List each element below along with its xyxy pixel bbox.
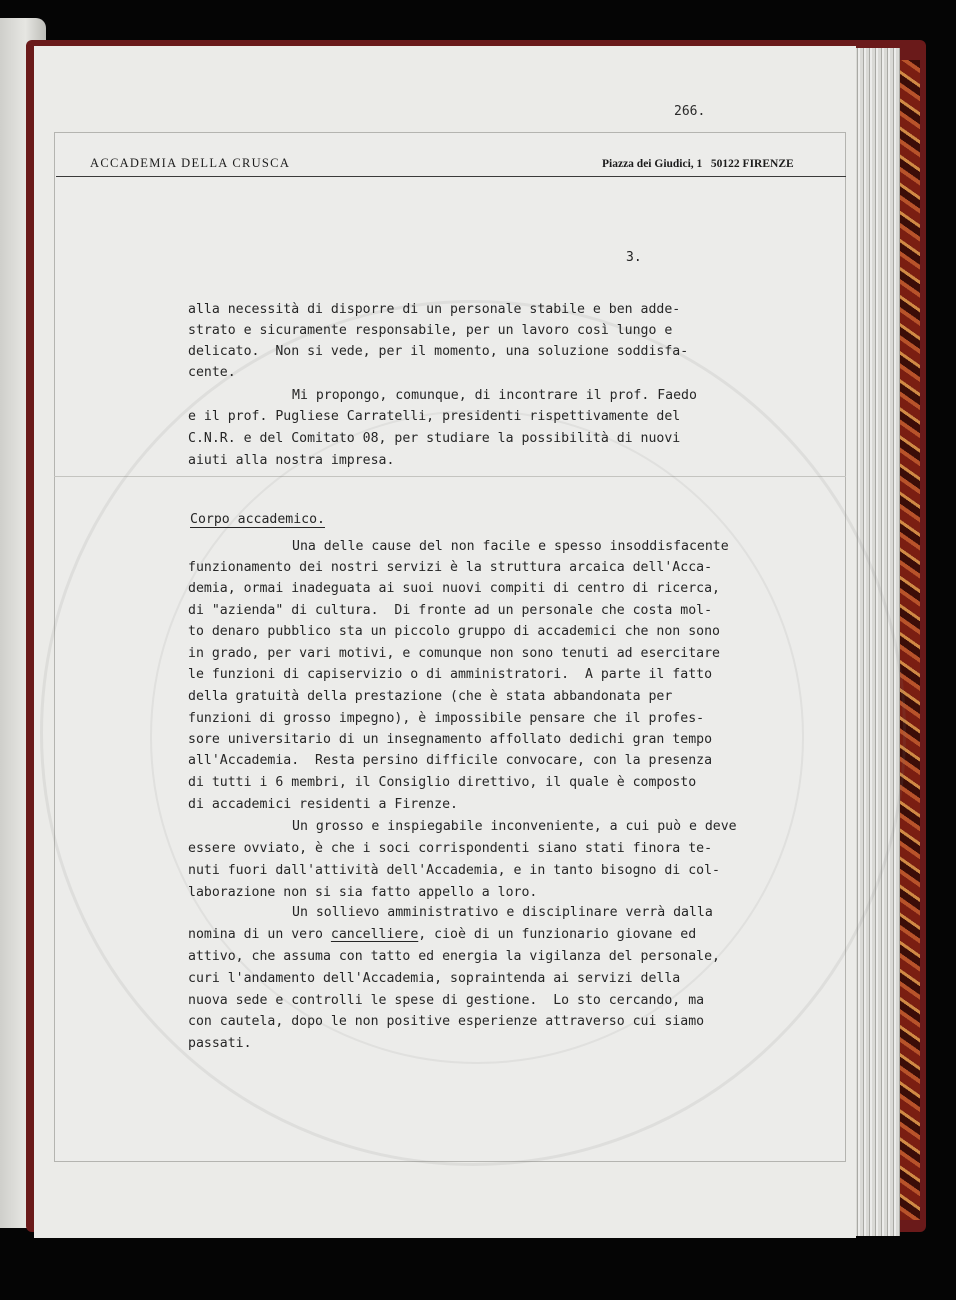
book-page-number: 266. xyxy=(674,104,706,119)
underlined-word: cancelliere xyxy=(330,927,419,942)
letterhead-rule xyxy=(56,176,846,177)
text-line xyxy=(188,926,696,944)
text-line: funzionamento dei nostri servizi è la struttura arcaica dell'Acca- xyxy=(188,560,713,575)
text-line: le funzioni di capiservizio o di amministratori. A parte il fatto xyxy=(188,667,713,682)
text-line: laborazione non si sia fatto appello a loro. xyxy=(188,885,538,900)
text-line: Un sollievo amministrativo e disciplinare verrà dalla xyxy=(292,905,713,920)
text-line: delicato. Non si vede, per il momento, una soluzione soddisfa- xyxy=(188,344,689,359)
text-fragment: , cioè di un funzionario giovane ed xyxy=(418,927,697,942)
text-line: all'Accademia. Resta persino difficile convocare, con la presenza xyxy=(188,753,713,768)
text-line: demia, ormai inadeguata ai suoi nuovi compiti di centro di ricerca, xyxy=(188,581,720,596)
text-line: sore universitario di un insegnamento affollato dedichi gran tempo xyxy=(188,732,713,747)
text-line: essere ovviato, è che i soci corrispondenti siano stati finora te- xyxy=(188,841,713,856)
text-line: di accademici residenti a Firenze. xyxy=(188,797,458,812)
text-fragment: nomina di un vero xyxy=(188,927,331,942)
text-line: Mi propongo, comunque, di incontrare il prof. Faedo xyxy=(292,388,697,403)
text-line: Un grosso e inspiegabile inconveniente, a cui può e deve xyxy=(292,819,737,834)
text-line: e il prof. Pugliese Carratelli, presidenti rispettivamente del xyxy=(188,409,681,424)
text-line: Una delle cause del non facile e spesso insoddisfacente xyxy=(292,539,729,554)
letterhead-institution: ACCADEMIA DELLA CRUSCA xyxy=(90,156,291,170)
text-line: cente. xyxy=(188,365,236,380)
text-line: nuti fuori dall'attività dell'Accademia, e in tanto bisogno di col- xyxy=(188,863,720,878)
text-line: alla necessità di disporre di un personale stabile e ben adde- xyxy=(188,302,681,317)
text-line: passati. xyxy=(188,1036,252,1051)
text-line: to denaro pubblico sta un piccolo gruppo di accademici che non sono xyxy=(188,624,720,639)
section-heading: Corpo accademico. xyxy=(190,512,325,527)
text-line: attivo, che assuma con tatto ed energia la vigilanza del personale, xyxy=(188,949,720,964)
text-line: nuova sede e controlli le spese di gestione. Lo sto cercando, ma xyxy=(188,993,705,1008)
text-line: con cautela, dopo le non positive esperienze attraverso cui siamo xyxy=(188,1014,705,1029)
text-line: aiuti alla nostra impresa. xyxy=(188,453,395,468)
sheet-page-number: 3. xyxy=(626,250,642,265)
text-line: curi l'andamento dell'Accademia, sopraintenda ai servizi della xyxy=(188,971,681,986)
text-line: in grado, per vari motivi, e comunque non sono tenuti ad esercitare xyxy=(188,646,720,661)
letterhead-address: Piazza dei Giudici, 1 50122 FIRENZE xyxy=(602,158,794,170)
sheet-fold-line xyxy=(54,476,846,477)
marbled-edge xyxy=(898,60,920,1220)
text-line: strato e sicuramente responsabile, per un lavoro così lungo e xyxy=(188,323,673,338)
text-line: funzioni di grosso impegno), è impossibile pensare che il profes- xyxy=(188,711,705,726)
text-line: della gratuità della prestazione (che è stata abbandonata per xyxy=(188,689,673,704)
text-line: di "azienda" di cultura. Di fronte ad un personale che costa mol- xyxy=(188,603,713,618)
text-line: di tutti i 6 membri, il Consiglio direttivo, il quale è composto xyxy=(188,775,697,790)
text-line: C.N.R. e del Comitato 08, per studiare la possibilità di nuovi xyxy=(188,431,681,446)
